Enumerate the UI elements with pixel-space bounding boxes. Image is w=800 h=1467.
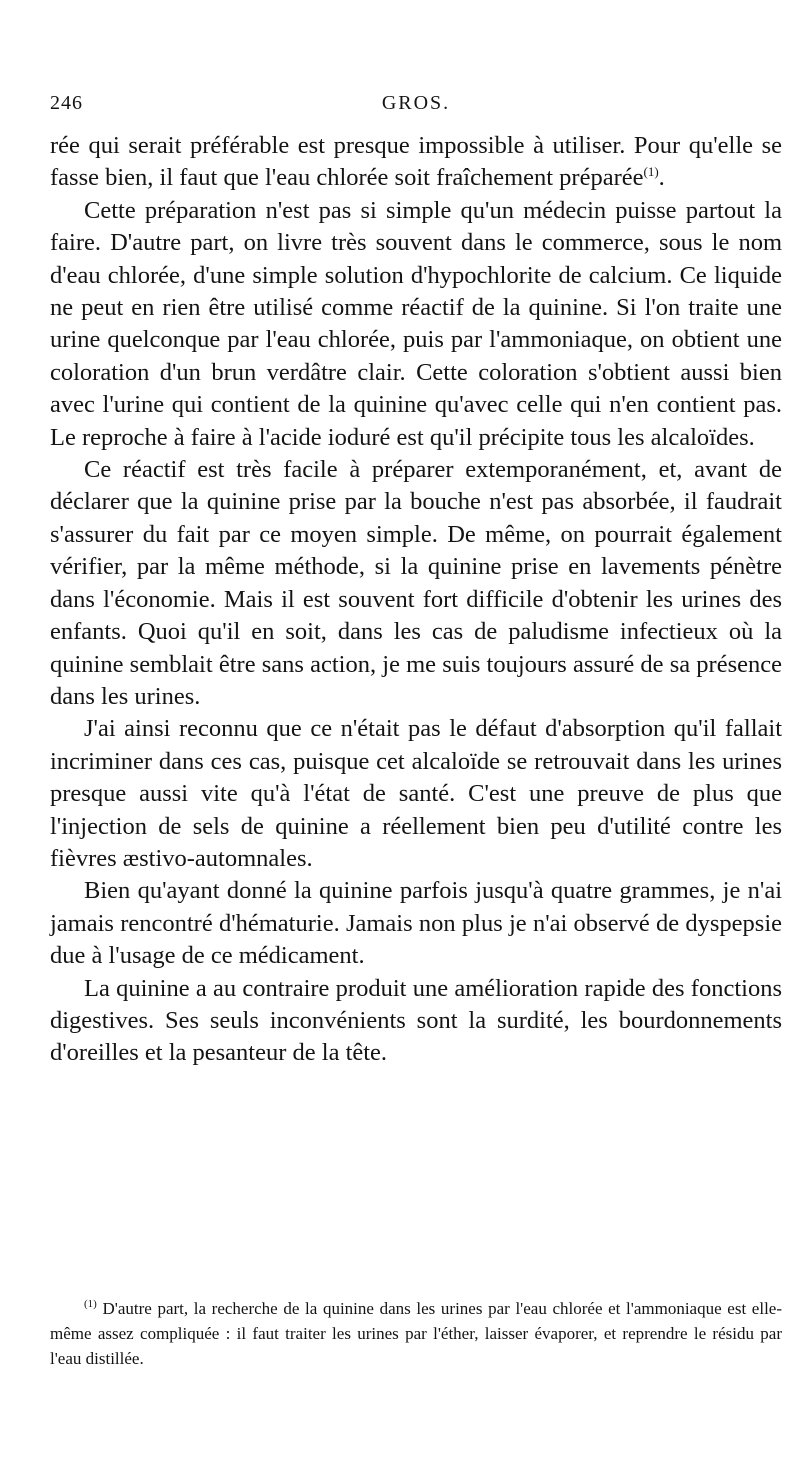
paragraph-1-end: . <box>658 164 665 192</box>
footnotes <box>50 1296 782 1371</box>
paragraph-4: J'ai ainsi reconnu que ce n'était pas le défaut d'absorption qu'il fallait incriminer dans ces cas, puisque cet alcaloïde se retrouvait dans les urines presque aussi vite qu'à l'état de santé. C'est une preuve de plus que l'injection de sels de quinine a réellement bien peu d'utilité contre les fièvres æstivo-automnales. <box>50 715 782 872</box>
paragraph-5: Bien qu'ayant donné la quinine parfois jusqu'à quatre grammes, je n'ai jamais rencontré d'hématurie. Jamais non plus je n'ai observé de dyspepsie due à l'usage de ce médicament. <box>50 877 782 970</box>
footnote-reference: (1) <box>643 164 659 180</box>
page-number: 246 <box>50 92 83 114</box>
paragraph-6: La quinine a au contraire produit une amélioration rapide des fonctions digestives. Ses seuls inconvénients sont la surdité, les bourdonnements d'oreilles et la pesanteur de la tête. <box>50 974 782 1067</box>
paragraph-1 <box>50 130 782 195</box>
paragraph-1-text: rée qui serait préférable est presque impossible à utiliser. Pour qu'elle se fasse bien, il faut que l'eau chlorée soit fraîchement préparée <box>50 132 782 192</box>
paragraph-3: Ce réactif est très facile à préparer extemporanément, et, avant de déclarer que la quinine prise par la bouche n'est pas absorbée, il faudrait s'assurer du fait par ce moyen simple. De même, on pourrait également vérifier, par la même méthode, si la quinine prise en lavements pénètre dans l'économie. Mais il est souvent fort difficile d'obtenir les urines des enfants. Quoi qu'il en soit, dans les cas de paludisme infectieux où la quinine semblait être sans action, je me suis toujours assuré de sa présence dans les urines. <box>50 456 782 710</box>
paragraph-2: Cette préparation n'est pas si simple qu'un médecin puisse partout la faire. D'autre part, on livre très souvent dans le commerce, sous le nom d'eau chlorée, d'une simple solution d'hypochlorite de calcium. Ce liquide ne peut en rien être utilisé comme réactif de la quinine. Si l'on traite une urine quelconque par l'eau chlorée, puis par l'ammoniaque, on obtient une coloration d'un brun verdâtre clair. Cette coloration s'obtient aussi bien avec l'urine qui contient de la quinine qu'avec celle qui n'en contient pas. Le reproche à faire à l'acide ioduré est qu'il précipite tous les alcaloïdes. <box>50 196 782 451</box>
footnote-mark: (1) <box>84 1298 97 1310</box>
running-head: GROS. <box>381 92 451 114</box>
footnote-1 <box>50 1296 782 1371</box>
footnote-text: D'autre part, la recherche de la quinine dans les urines par l'eau chlorée et l'ammoniaque est elle-même assez compliquée : il faut traiter les urines par l'éther, laisser évaporer, et reprendre le résidu par l'eau distillée. <box>50 1299 783 1368</box>
main-text <box>50 130 782 1070</box>
page-header <box>50 92 782 122</box>
